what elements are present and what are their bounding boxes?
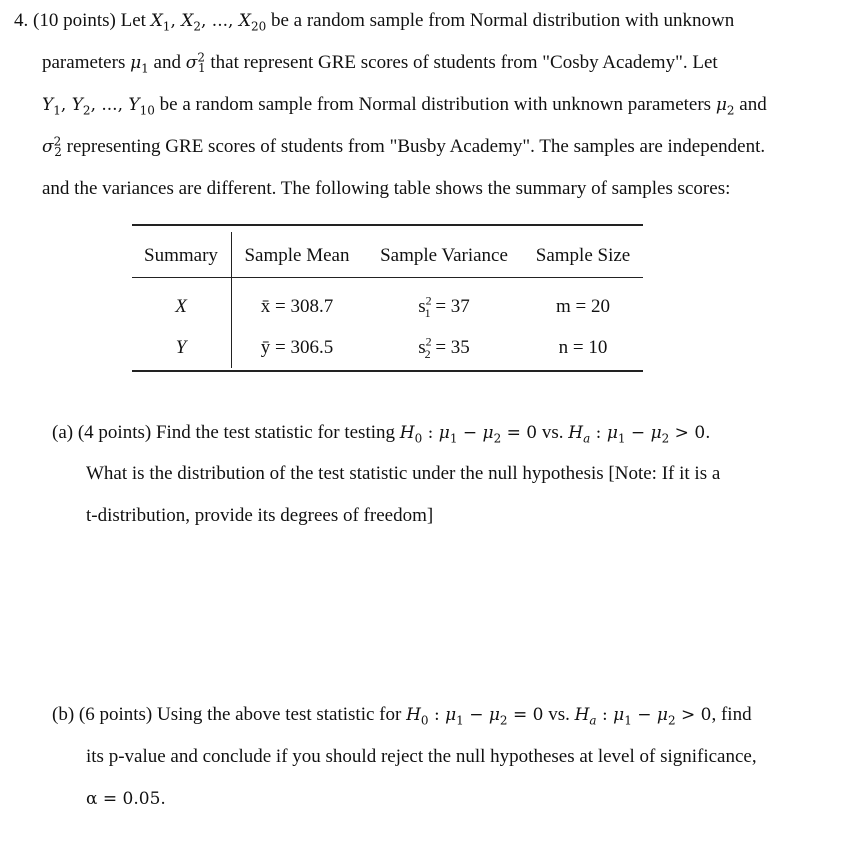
variance-value: = 37 [430, 296, 470, 317]
text-line3: be a random sample from Normal distribution with unknown parameters [159, 94, 712, 115]
table-bottom-rule [132, 370, 643, 372]
math-h0: $H_0$ : $\mu_1 - \mu_2 = 0$ [399, 423, 538, 446]
table-header-sample-size: Sample Size [535, 245, 631, 266]
math-sigma1: $\sigma^2_1$ [185, 50, 206, 76]
math-ha: $H_a$ : $\mu_1 - \mu_2 > 0$ [574, 705, 712, 728]
math-mu1: $\mu_1$ [130, 53, 149, 76]
part-b-points: (6 points) [78, 704, 153, 725]
problem-line-2 [42, 51, 718, 75]
text-vs: vs. [541, 422, 564, 443]
math-mu2: $\mu_2$ [715, 95, 735, 118]
part-b-label: (b) [52, 704, 75, 725]
variance-symbol: s [418, 296, 426, 317]
table-row-label [136, 336, 226, 360]
table-top-rule [132, 224, 643, 226]
table-row-label [136, 295, 226, 319]
math-h0: $H_0$ : $\mu_1 - \mu_2 = 0$ [406, 705, 544, 728]
table-cell-size: m = 20 [556, 296, 610, 317]
problem-line-3 [42, 93, 767, 117]
variance-value: = 35 [430, 337, 470, 358]
table-cell-mean: x̄ = 308.7 [260, 296, 334, 317]
part-a-label: (a) [52, 422, 74, 443]
problem-points: (10 points) [33, 10, 116, 31]
table-cell-mean: ȳ = 306.5 [260, 337, 334, 358]
row-label-x: X [175, 296, 187, 317]
text-table-intro: and the variances are different. The following table shows the summary of samples scores: [42, 178, 731, 199]
text-find: , find [711, 704, 752, 725]
table-cell-size: n = 10 [558, 337, 608, 358]
problem-number: 4. [14, 10, 29, 31]
part-b-text: Using the above test statistic for [157, 704, 402, 725]
problem-intro-text: Let [120, 10, 146, 31]
part-a-line-3: t-distribution, provide its degrees of freedom] [86, 505, 434, 526]
variance-symbol: s [418, 337, 426, 358]
part-b-alpha: α = 0.05. [86, 789, 166, 809]
text-and-2: and [739, 94, 767, 115]
part-a-text: Find the test statistic for testing [155, 422, 396, 443]
part-b-line-2: its p-value and conclude if you should reject the null hypotheses at level of significance, [86, 746, 757, 767]
text-parameters: parameters [42, 52, 126, 73]
variance-subscript: 1 [424, 305, 431, 320]
math-sigma2: $\sigma^2_2$ [42, 134, 62, 160]
table-header-sample-mean: Sample Mean [244, 245, 350, 266]
part-a-line-2: What is the distribution of the test statistic under the null hypothesis [Note: If it is a [86, 463, 721, 484]
variance-subscript: 2 [424, 346, 431, 361]
text-and: and [153, 52, 181, 73]
text-cosby: that represent GRE scores of students from "Cosby Academy". Let [210, 52, 718, 73]
math-y-sample: $Y_1$, $Y_2$, ..., $Y_{10}$ [42, 95, 155, 118]
table-column-divider [231, 232, 232, 368]
table-cell-variance: $s^2_1 = 37$ [418, 293, 470, 320]
table-header-rule [132, 277, 643, 278]
text-vs: vs. [548, 704, 570, 725]
table-header-summary: Summary [144, 245, 218, 266]
problem-line-4 [42, 135, 765, 159]
math-ha: $H_a$ : $\mu_1 - \mu_2 > 0$. [568, 423, 711, 446]
table-header-sample-variance: Sample Variance [380, 245, 508, 266]
problem-intro-text-2: be a random sample from Normal distribution with unknown [270, 10, 735, 31]
row-label-y: Y [175, 337, 187, 358]
part-a-line-1 [52, 421, 711, 445]
problem-line-1 [14, 9, 734, 33]
table-cell-variance: $s^2_2 = 35$ [418, 334, 470, 361]
part-a-points: (4 points) [77, 422, 152, 443]
problem-line-5 [42, 177, 730, 201]
math-x-sample: $X_1$, $X_2$, ..., $X_{20}$ [150, 11, 267, 34]
text-busby: representing GRE scores of students from "Busby Academy". The samples are independent. [66, 136, 766, 157]
part-b-line-1 [52, 703, 752, 727]
